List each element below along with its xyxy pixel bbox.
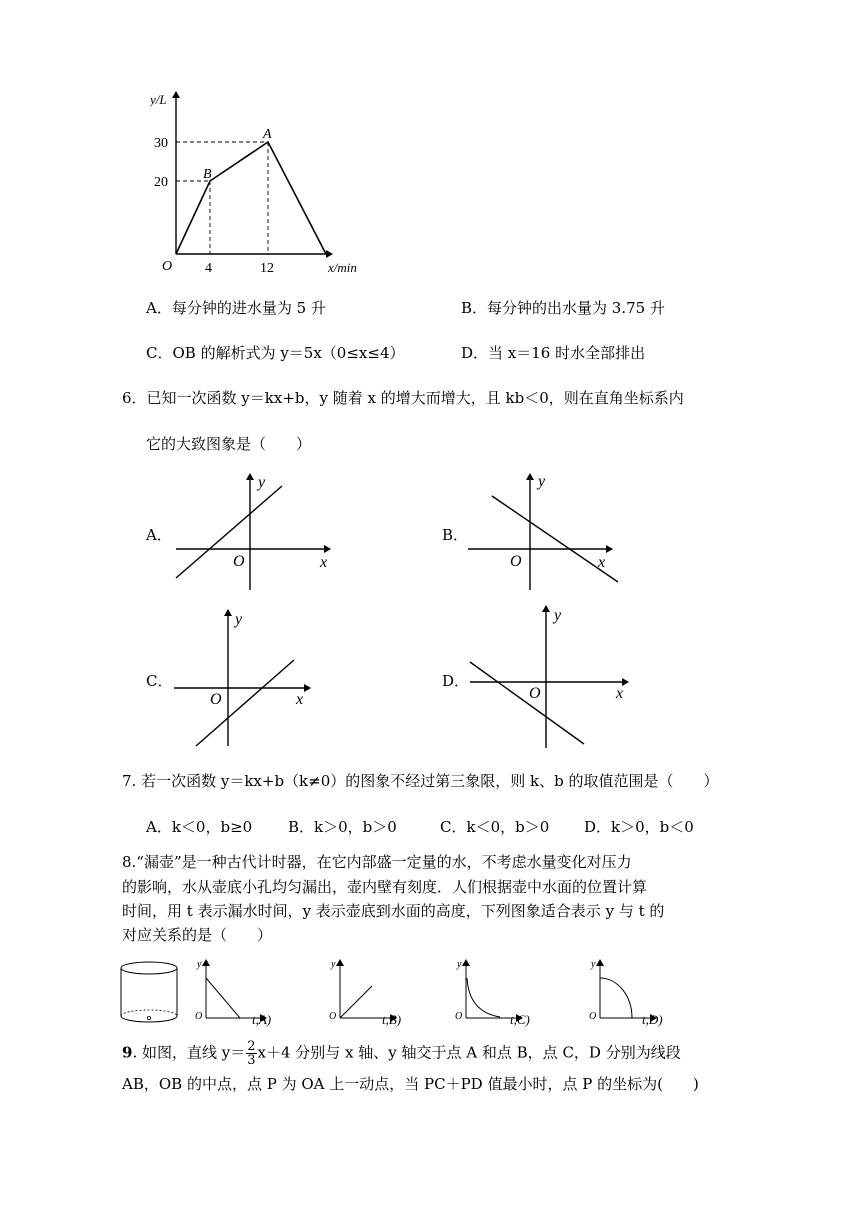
q7-option-b: B．k＞0，b＞0 [288,818,397,836]
q5-y-tick-20: 20 [154,175,168,190]
q6-graph-d [466,602,636,750]
q6-c-y-label: y [235,611,243,628]
q5-option-a: A．每分钟的进水量为 5 升 [146,299,326,317]
q6-d-y-label: y [554,607,562,624]
q8-stem-line1: 8.“漏壶”是一种古代计时器，在它内部盛一定量的水，不考虑水量变化对压力 [122,853,632,871]
q8-d-caption: t,D) [642,1012,663,1027]
q5-x-axis-label: x/min [328,260,357,275]
q8-b-origin: O [329,1011,337,1022]
q8-a-y-label: y [197,959,202,970]
q8-c-y-label: y [457,959,462,970]
q8-c-origin: O [455,1011,463,1022]
q5-y-axis-label: y/L [150,92,167,107]
q8-c-curve [467,978,500,1017]
q9-stem-line2: AB，OB 的中点，点 P 为 OA 上一动点，当 PC＋PD 值最小时，点 P 的坐标为( ) [122,1075,699,1093]
q6-graph-c [170,606,320,750]
q7-stem: 7. 若一次函数 y＝kx+b（k≠0）的图象不经过第三象限，则 k、b 的取值范围是（ ） [122,772,719,790]
q8-graph-b [328,956,420,1032]
q9-number: 9 [122,1043,133,1062]
q6-d-origin: O [529,685,541,702]
q6-label-c: C． [146,672,173,690]
q8-graph-d [588,956,680,1032]
q9-text-part2: x＋4 分别与 x 轴、y 轴交于点 A 和点 B，点 C，D 分别为线段 [257,1043,681,1062]
q6-b-origin: O [510,553,522,570]
q6-a-function-line [176,486,282,578]
q9-fraction-numerator: 2 [247,1039,256,1054]
q6-c-origin: O [210,691,222,708]
q6-d-function-line [470,662,584,744]
q8-stem-line2: 的影响，水从壶底小孔均匀漏出，壶内壁有刻度．人们根据壶中水面的位置计算 [122,878,648,896]
q6-b-y-label: y [538,473,546,490]
q6-a-origin: O [233,553,245,570]
q6-d-x-label: x [616,685,624,702]
q8-graph-c [454,956,546,1032]
q5-x-tick-4: 4 [205,261,212,276]
q6-label-a: A． [146,526,172,544]
q5-function-line [176,142,326,254]
q6-label-d: D． [442,672,470,690]
q6-label-b: B． [442,526,469,544]
q8-a-curve [206,978,240,1018]
q7-option-d: D．k＞0，b＜0 [584,818,694,836]
q6-a-y-label: y [258,474,266,491]
q5-origin: O [162,259,173,274]
q5-option-c: C．OB 的解析式为 y＝5x（0≤x≤4） [146,344,405,362]
q8-d-origin: O [589,1011,597,1022]
q8-clepsydra-figure [118,958,184,1028]
q8-b-curve [340,986,372,1018]
q6-graph-b [466,470,636,594]
q9-fraction [246,1040,256,1067]
q5-graph [150,84,380,280]
q5-option-d: D．当 x＝16 时水全部排出 [461,344,646,362]
q6-c-x-label: x [296,691,304,708]
q5-option-b: B．每分钟的出水量为 3.75 升 [461,299,665,317]
q8-b-y-label: y [331,959,336,970]
q5-x-tick-12: 12 [260,261,274,276]
q6-stem-line2: 它的大致图象是（ ） [146,435,312,453]
q8-stem-line3: 时间，用 t 表示漏水时间，y 表示壶底到水面的高度，下列图象适合表示 y 与 t 的 [122,902,665,920]
q6-a-x-label: x [320,554,328,571]
q8-d-y-label: y [591,959,596,970]
q5-y-tick-30: 30 [154,136,168,151]
q8-a-origin: O [195,1011,203,1022]
q8-stem-line4: 对应关系的是（ ） [122,926,273,944]
q6-stem-line1: 6．已知一次函数 y＝kx+b，y 随着 x 的增大而增大，且 kb＜0，则在直角坐标系内 [122,389,684,407]
q5-point-a: A [263,127,272,142]
q9-fraction-denominator: 3 [247,1053,256,1068]
q8-a-caption: t,A) [252,1012,272,1027]
q6-graph-a [170,470,340,594]
q7-option-a: A．k＜0，b≥0 [146,818,253,836]
q8-b-caption: t,B) [382,1012,402,1027]
q9-stem-line1 [122,1040,681,1067]
q8-graph-a [194,956,278,1032]
q9-text-part1: . 如图，直线 y＝ [132,1043,246,1062]
q7-option-c: C．k＜0，b＞0 [440,818,550,836]
q8-c-caption: t,C) [510,1012,530,1027]
q5-point-b: B [203,167,212,182]
q8-d-curve [600,978,632,1018]
q6-b-x-label: x [598,554,606,571]
